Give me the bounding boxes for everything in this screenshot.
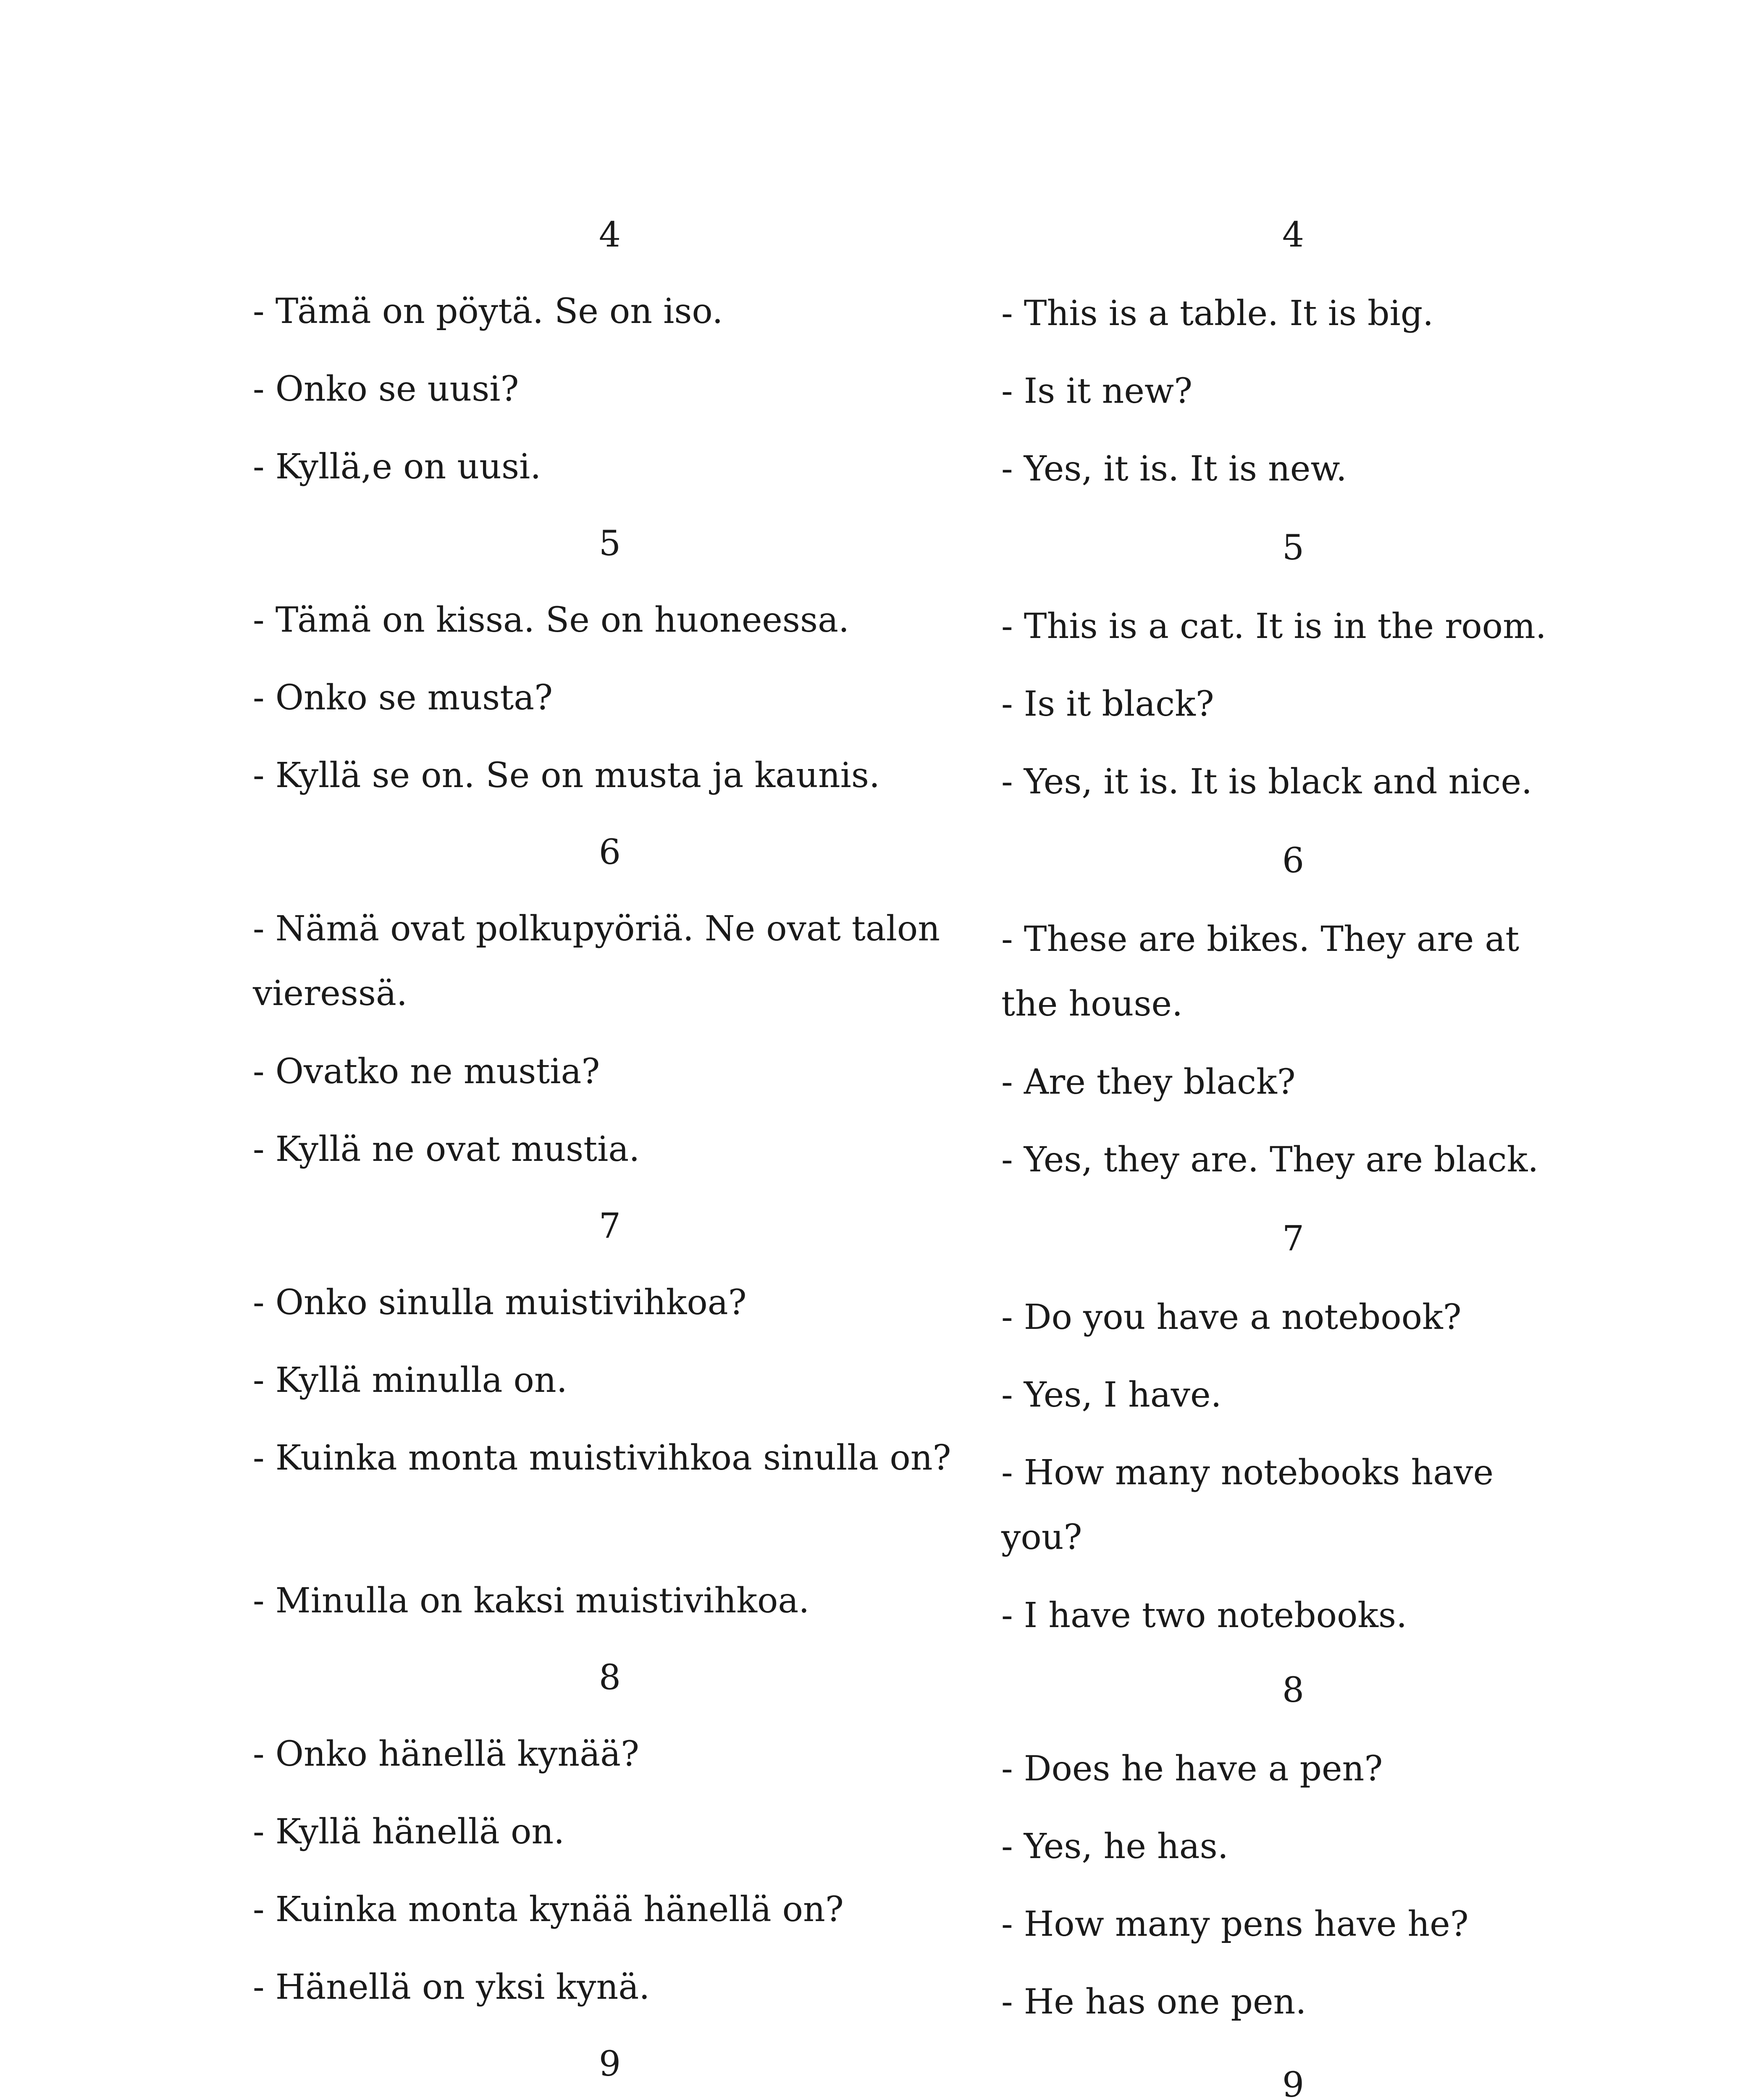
dialogue-line: - This is a table. It is big. xyxy=(1001,294,1434,333)
dialogue-line: - Kuinka monta muistivihkoa sinulla on? xyxy=(253,1438,951,1478)
dialogue-line: - Onko hänellä kynää? xyxy=(253,1734,639,1774)
dialogue-line: - Do you have a notebook? xyxy=(1001,1297,1462,1337)
dialogue-line: - These are bikes. They are at the house. xyxy=(1001,919,1520,1024)
dialogue-line: - Yes, they are. They are black. xyxy=(1001,1140,1539,1180)
section-number: 8 xyxy=(598,1658,621,1698)
section-number: 9 xyxy=(1282,2065,1305,2100)
dialogue-line: - Kyllä hänellä on. xyxy=(253,1812,565,1852)
section-number: 6 xyxy=(598,832,621,872)
dialogue-line: - Minulla on kaksi muistivihkoa. xyxy=(253,1581,810,1621)
dialogue-line: - Is it new? xyxy=(1001,371,1193,411)
dialogue-line: - Does he have a pen? xyxy=(1001,1749,1383,1789)
dialogue-line: - Tämä on pöytä. Se on iso. xyxy=(253,291,723,331)
dialogue-line: - Onko se musta? xyxy=(253,678,553,718)
dialogue-line: - Kyllä,e on uusi. xyxy=(253,447,541,487)
dialogue-line: - Hänellä on yksi kynä. xyxy=(253,1967,650,2007)
section-number: 8 xyxy=(1282,1670,1305,1710)
dialogue-line: - Yes, it is. It is black and nice. xyxy=(1001,762,1533,802)
dialogue-line: - Tämä on kissa. Se on huoneessa. xyxy=(253,600,850,640)
dialogue-line: - He has one pen. xyxy=(1001,1982,1307,2022)
dialogue-line: - Kyllä se on. Se on musta ja kaunis. xyxy=(253,756,880,795)
dialogue-line: - Nämä ovat polkupyöriä. Ne ovat talon vieressä. xyxy=(253,909,940,1013)
dialogue-line: - This is a cat. It is in the room. xyxy=(1001,606,1546,646)
section-number: 6 xyxy=(1282,841,1305,881)
section-number: 5 xyxy=(1282,528,1305,568)
section-number: 7 xyxy=(598,1206,621,1246)
dialogue-line: - Is it black? xyxy=(1001,684,1214,724)
dialogue-line: - I have two notebooks. xyxy=(1001,1596,1407,1635)
dialogue-line: - Yes, I have. xyxy=(1001,1375,1222,1415)
section-number: 4 xyxy=(598,215,621,255)
section-number: 9 xyxy=(598,2044,621,2084)
dialogue-line: - How many pens have he? xyxy=(1001,1904,1469,1944)
dialogue-line: - Ovatko ne mustia? xyxy=(253,1052,600,1092)
section-number: 5 xyxy=(598,524,621,564)
dialogue-line: - Kuinka monta kynää hänellä on? xyxy=(253,1890,844,1929)
dialogue-line: - Onko se uusi? xyxy=(253,369,519,409)
dialogue-line: - Kyllä ne ovat mustia. xyxy=(253,1129,640,1169)
dialogue-line: - Kyllä minulla on. xyxy=(253,1360,567,1400)
section-number: 7 xyxy=(1282,1219,1305,1259)
section-number: 4 xyxy=(1282,215,1305,255)
dialogue-line: - Yes, it is. It is new. xyxy=(1001,449,1347,489)
dialogue-line: - How many notebooks have you? xyxy=(1001,1453,1494,1557)
dialogue-line: - Onko sinulla muistivihkoa? xyxy=(253,1283,747,1323)
dialogue-line: - Yes, he has. xyxy=(1001,1827,1228,1866)
dialogue-line: - Are they black? xyxy=(1001,1062,1296,1102)
